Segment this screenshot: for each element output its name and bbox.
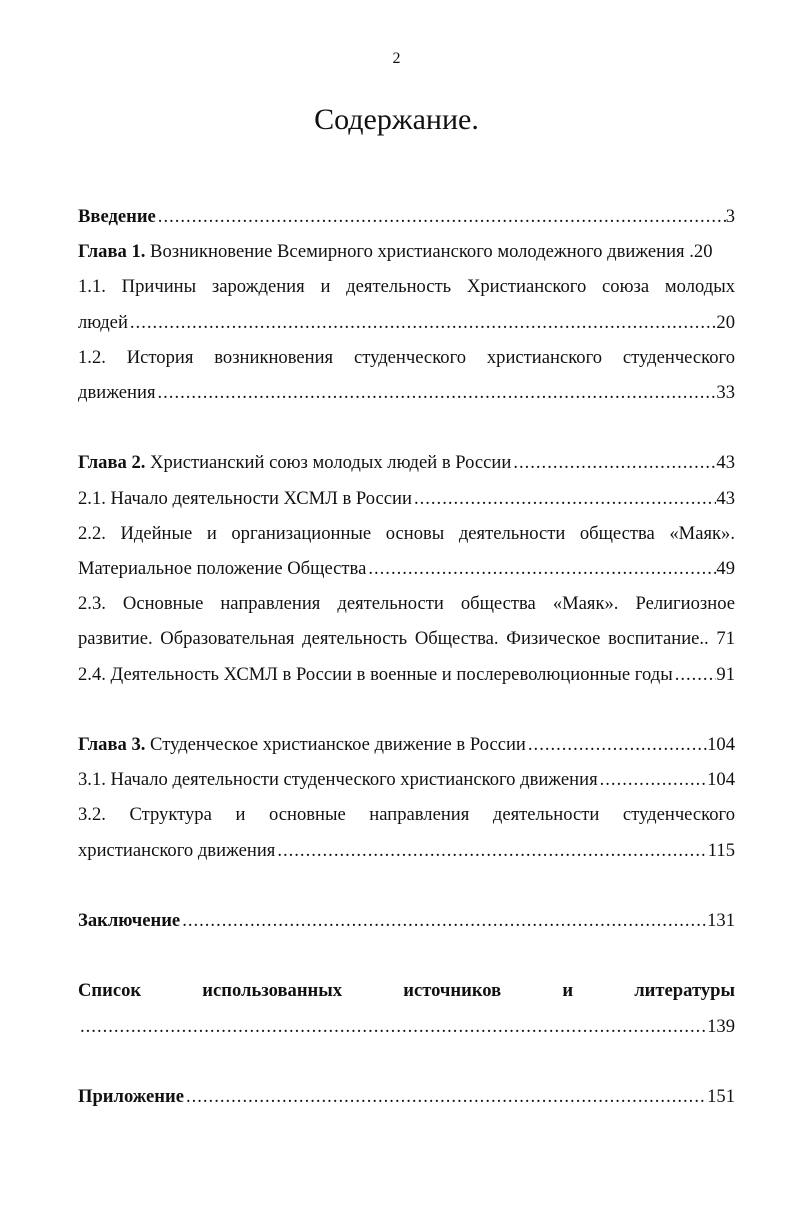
section-2-4-page: 91: [716, 663, 735, 685]
toc-chapter-3: [78, 727, 735, 762]
table-of-contents: [78, 199, 735, 1114]
leader-dots: [156, 375, 717, 410]
toc-chapter-1: [78, 234, 735, 269]
leader-dots: [366, 551, 716, 586]
sources-word-5: литературы: [634, 980, 735, 1002]
page-title: Содержание.: [314, 103, 479, 136]
toc-intro-label: Введение: [78, 206, 156, 227]
section-3-2-tail: христианского движения: [78, 839, 276, 861]
toc-section-3-2-line1: 3.2. Структура и основные направления деятельности студенческого: [78, 804, 735, 826]
toc-section-2-1: [78, 481, 735, 516]
section-2-2-page: 49: [716, 558, 735, 580]
toc-section-2-2-line1: 2.2. Идейные и организационные основы деятельности общества «Маяк».: [78, 522, 735, 544]
section-3-2-page: 115: [707, 839, 735, 861]
toc-intro-page: 3: [725, 206, 735, 227]
chapter-3-title: Студенческое христианское движение в России: [145, 734, 526, 756]
leader-dots: [180, 903, 707, 938]
conclusion-page: 131: [707, 910, 735, 932]
toc-section-1-2-line2: [78, 375, 735, 410]
toc-sources-line1: [78, 973, 735, 1008]
chapter-1-number: Глава 1.: [78, 241, 146, 263]
conclusion-label: Заключение: [78, 910, 181, 932]
toc-section-3-2-line2: [78, 833, 735, 868]
leader-dots: [673, 657, 717, 692]
chapter-2-title: Христианский союз молодых людей в России: [145, 452, 512, 474]
section-2-1-page: 43: [716, 487, 735, 509]
sources-page: 139: [707, 1015, 735, 1037]
appendix-page: 151: [707, 1086, 735, 1107]
chapter-2-page: 43: [716, 452, 735, 474]
section-3-1-page: 104: [707, 769, 735, 791]
leader-dots: [128, 305, 717, 340]
toc-section-2-2-line2: [78, 551, 735, 586]
toc-appendix: [78, 1079, 735, 1114]
toc-section-1-2-line1: 1.2. История возникновения студенческого христианского студенческого: [78, 346, 735, 368]
page-number: 2: [392, 50, 401, 67]
section-3-1-title: 3.1. Начало деятельности студенческого христианского движения: [78, 769, 598, 791]
section-1-2-page: 33: [716, 382, 735, 404]
toc-intro: [78, 199, 735, 234]
sources-word-2: использованных: [202, 980, 343, 1002]
leader-dots: [511, 445, 716, 480]
toc-sources-line2: [78, 1009, 735, 1044]
toc-section-1-1-line2: [78, 305, 735, 340]
toc-section-3-1: [78, 762, 735, 797]
leader-dots: [78, 1009, 707, 1044]
toc-conclusion: [78, 903, 735, 938]
toc-section-1-1-line1: 1.1. Причины зарождения и деятельность Христианского союза молодых: [78, 276, 735, 298]
leader-dots: [412, 481, 716, 516]
sources-word-4: и: [562, 980, 574, 1002]
toc-section-2-4: [78, 657, 735, 692]
section-1-1-page: 20: [716, 311, 735, 333]
chapter-3-number: Глава 3.: [78, 734, 146, 756]
sources-word-1: Список: [78, 980, 142, 1002]
leader-dots: [526, 727, 707, 762]
appendix-label: Приложение: [78, 1086, 184, 1107]
leader-dots: [275, 833, 707, 868]
toc-chapter-2: [78, 445, 735, 480]
chapter-3-page: 104: [707, 734, 735, 756]
chapter-2-number: Глава 2.: [78, 452, 146, 474]
leader-dots: [184, 1079, 707, 1114]
chapter-1-title: Возникновение Всемирного христианского молодежного движения .: [145, 241, 694, 263]
section-2-2-tail: Материальное положение Общества: [78, 558, 367, 580]
toc-section-2-3-line2: развитие. Образовательная деятельность Общества. Физическое воспитание.. 71: [78, 628, 735, 650]
section-2-1-title: 2.1. Начало деятельности ХСМЛ в России: [78, 487, 412, 509]
toc-section-2-3-line1: 2.3. Основные направления деятельности общества «Маяк». Религиозное: [78, 593, 735, 615]
leader-dots: [156, 199, 726, 234]
leader-dots: [598, 762, 707, 797]
sources-word-3: источников: [403, 980, 502, 1002]
section-1-1-tail: людей: [78, 311, 128, 333]
section-1-2-tail: движения: [78, 382, 156, 404]
section-2-4-title: 2.4. Деятельность ХСМЛ в России в военные и послереволюционные годы: [78, 663, 673, 685]
chapter-1-page: 20: [693, 241, 713, 263]
